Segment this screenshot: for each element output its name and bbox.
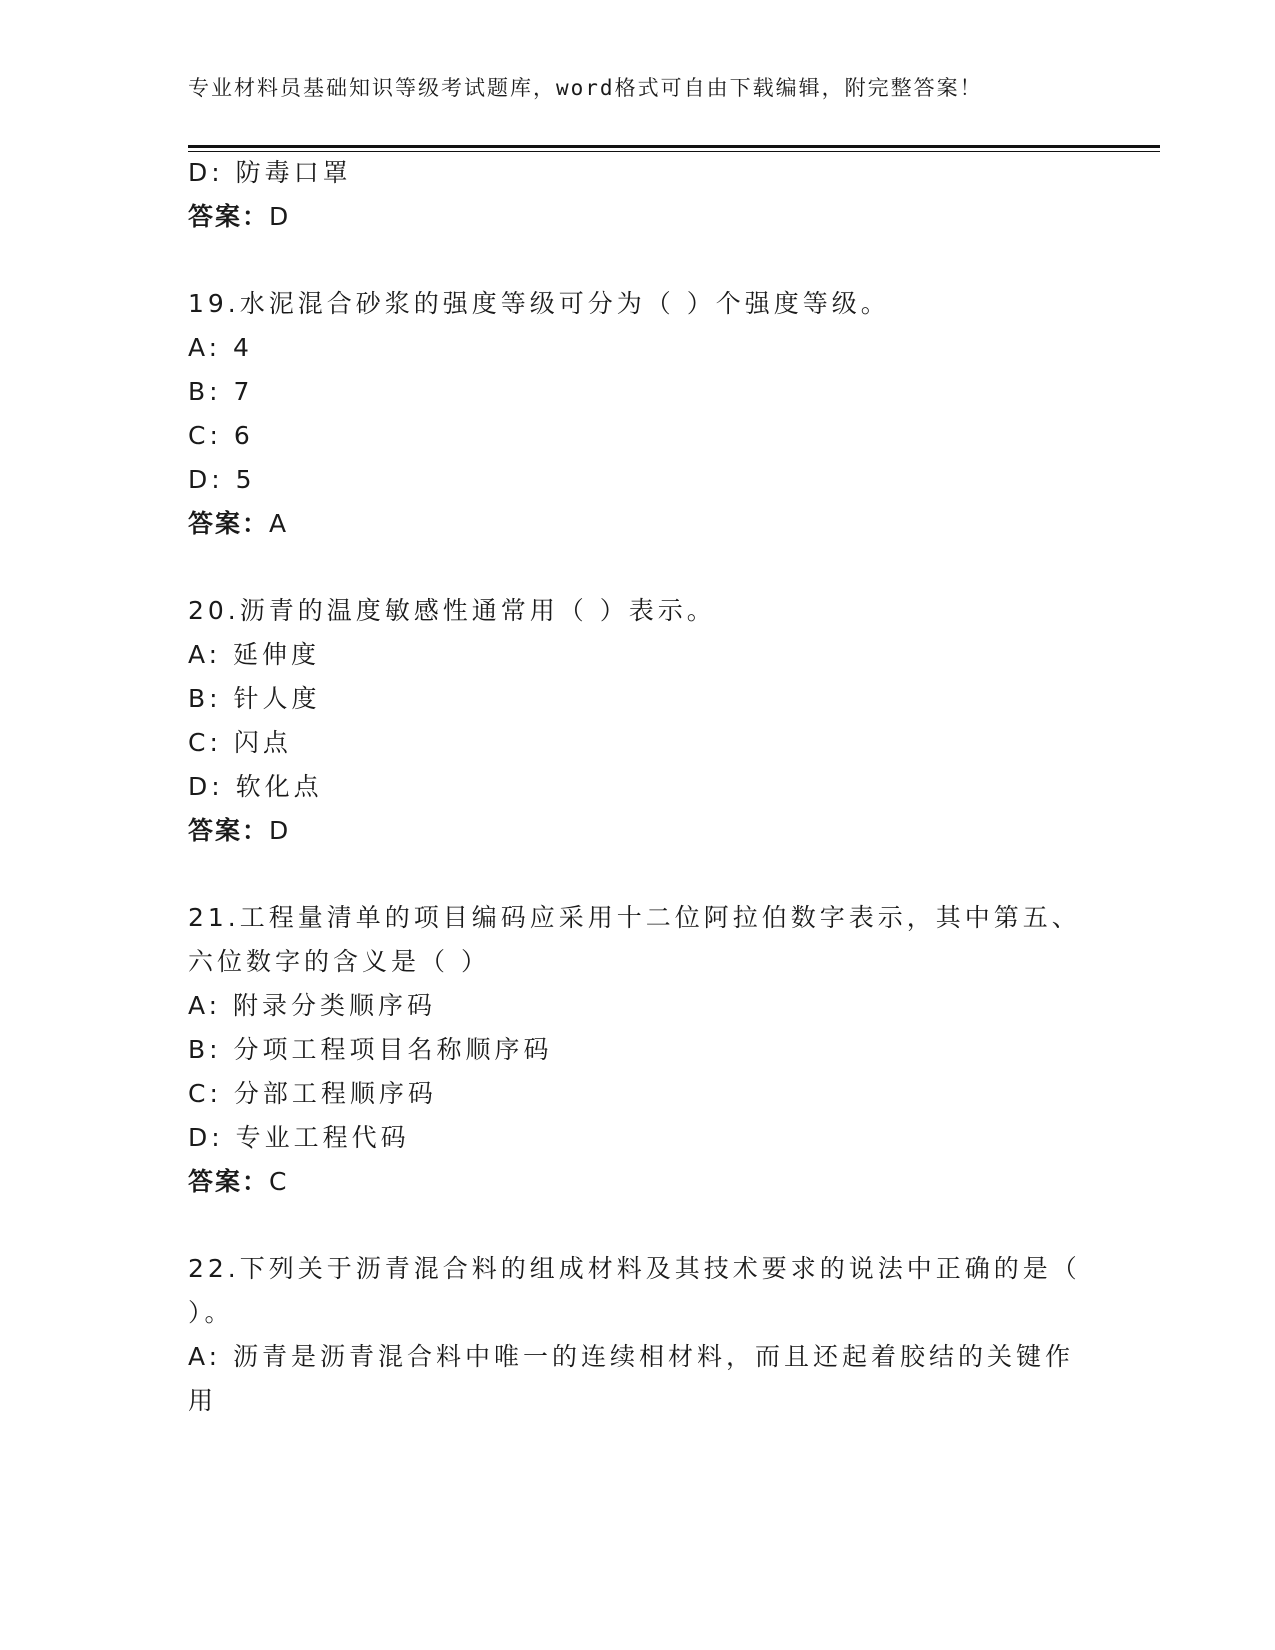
prev-option-d: D: 防毒口罩 bbox=[188, 158, 352, 187]
q20-stem: 20.沥青的温度敏感性通常用（ ）表示。 bbox=[188, 596, 716, 625]
answer-value: C bbox=[269, 1167, 289, 1196]
q20-answer bbox=[188, 816, 290, 846]
prev-answer bbox=[188, 202, 290, 232]
q21-option-c: C: 分部工程顺序码 bbox=[188, 1079, 437, 1108]
q20-option-a: A: 延伸度 bbox=[188, 640, 321, 669]
q22-stem-line2: ）。 bbox=[188, 1298, 234, 1327]
q20-option-b: B: 针人度 bbox=[188, 684, 321, 713]
answer-value: D bbox=[269, 816, 291, 845]
q19-stem: 19.水泥混合砂浆的强度等级可分为（ ）个强度等级。 bbox=[188, 289, 890, 318]
q19-option-b: B: 7 bbox=[188, 377, 254, 406]
q20-option-c: C: 闪点 bbox=[188, 728, 292, 757]
q19-answer bbox=[188, 509, 288, 539]
q22-option-a-line1: A: 沥青是沥青混合料中唯一的连续相材料，而且还起着胶结的关键作 bbox=[188, 1342, 1075, 1371]
header-divider-thick bbox=[188, 145, 1160, 148]
q19-option-a: A: 4 bbox=[188, 333, 253, 362]
q20-option-d: D: 软化点 bbox=[188, 772, 323, 801]
q22-stem-line1: 22.下列关于沥青混合料的组成材料及其技术要求的说法中正确的是（ bbox=[188, 1254, 1081, 1283]
answer-label: 答案： bbox=[188, 202, 270, 231]
q21-option-b: B: 分项工程项目名称顺序码 bbox=[188, 1035, 553, 1064]
header-divider-thin bbox=[188, 151, 1160, 152]
q21-answer bbox=[188, 1167, 288, 1197]
q19-option-c: C: 6 bbox=[188, 421, 254, 450]
answer-label: 答案： bbox=[188, 816, 270, 845]
answer-label: 答案： bbox=[188, 1167, 270, 1196]
q21-option-a: A: 附录分类顺序码 bbox=[188, 991, 437, 1020]
q22-option-a-line2: 用 bbox=[188, 1386, 218, 1415]
q19-option-d: D: 5 bbox=[188, 465, 256, 494]
answer-value: A bbox=[269, 509, 289, 538]
answer-label: 答案： bbox=[188, 509, 270, 538]
q21-option-d: D: 专业工程代码 bbox=[188, 1123, 410, 1152]
document-header: 专业材料员基础知识等级考试题库，word格式可自由下载编辑，附完整答案！ bbox=[188, 76, 983, 100]
answer-value: D bbox=[269, 202, 291, 231]
q21-stem-line1: 21.工程量清单的项目编码应采用十二位阿拉伯数字表示，其中第五、 bbox=[188, 903, 1081, 932]
q21-stem-line2: 六位数字的含义是（ ） bbox=[188, 947, 490, 976]
